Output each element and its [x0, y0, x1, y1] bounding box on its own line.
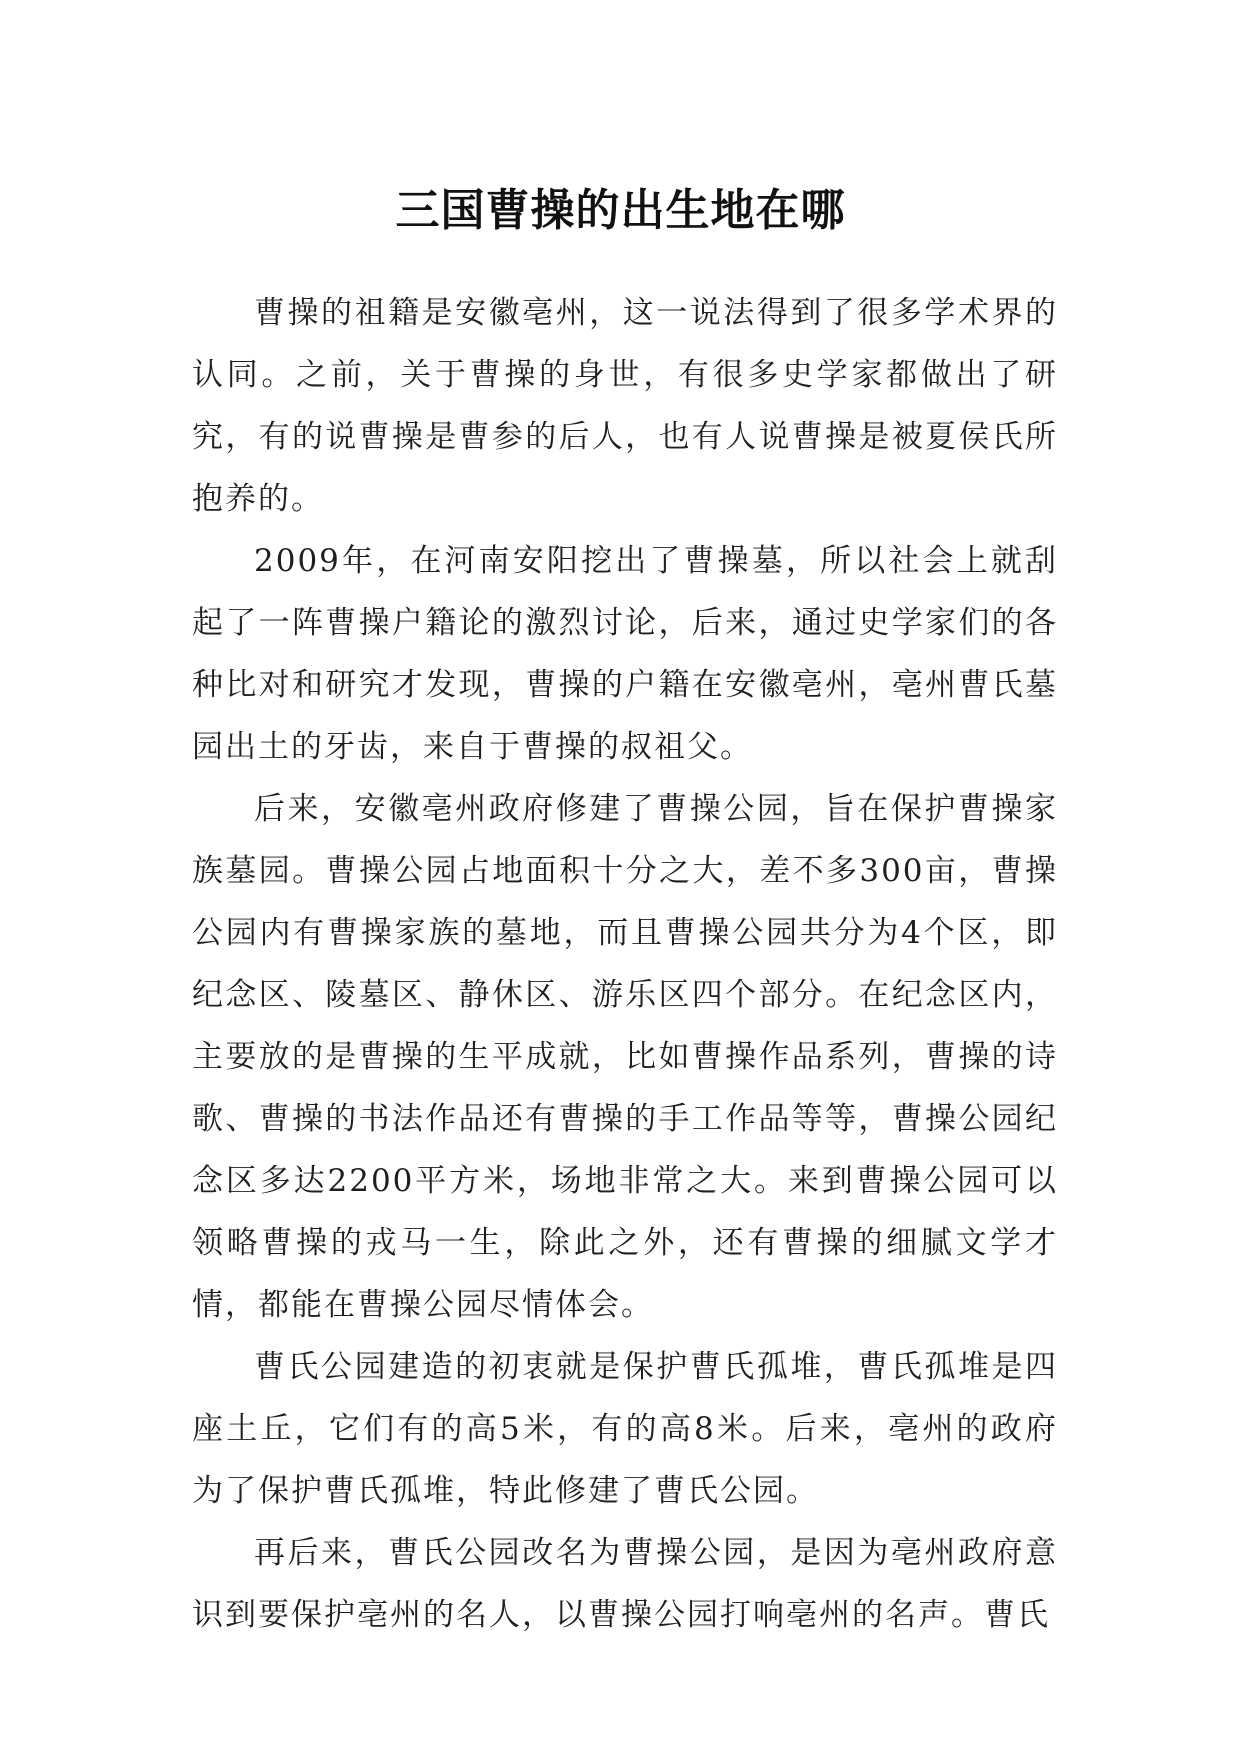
document-title: 三国曹操的出生地在哪: [395, 185, 846, 237]
paragraph-4: 曹氏公园建造的初衷就是保护曹氏孤堆，曹氏孤堆是四座土丘，它们有的高5米，有的高8米。后来，亳州的政府为了保护曹氏孤堆，特此修建了曹氏公园。: [192, 1349, 1058, 1509]
paragraph-3: 后来，安徽亳州政府修建了曹操公园，旨在保护曹操家族墓园。曹操公园占地面积十分之大，差不多300亩，曹操公园内有曹操家族的墓地，而且曹操公园共分为4个区，即纪念区、陵墓区、静休区、游乐区四个部分。在纪念区内，主要放的是曹操的生平成就，比如曹操作品系列，曹操的诗歌、曹操的书法作品还有曹操的手工作品等等，曹操公园纪念区多达2200平方米，场地非常之大。来到曹操公园可以领略曹操的戎马一生，除此之外，还有曹操的细腻文学才情，都能在曹操公园尽情体会。: [192, 791, 1058, 1323]
paragraph-2: 2009年，在河南安阳挖出了曹操墓，所以社会上就刮起了一阵曹操户籍论的激烈讨论，后来，通过史学家们的各种比对和研究才发现，曹操的户籍在安徽亳州，亳州曹氏墓园出土的牙齿，来自于曹操的叔祖父。: [192, 543, 1058, 765]
paragraph-1: 曹操的祖籍是安徽亳州，这一说法得到了很多学术界的认同。之前，关于曹操的身世，有很多史学家都做出了研究，有的说曹操是曹参的后人，也有人说曹操是被夏侯氏所抱养的。: [192, 295, 1058, 517]
document-body: [192, 282, 1058, 1646]
paragraph-5: 再后来，曹氏公园改名为曹操公园，是因为亳州政府意识到要保护亳州的名人，以曹操公园打响亳州的名声。曹氏: [192, 1535, 1058, 1633]
